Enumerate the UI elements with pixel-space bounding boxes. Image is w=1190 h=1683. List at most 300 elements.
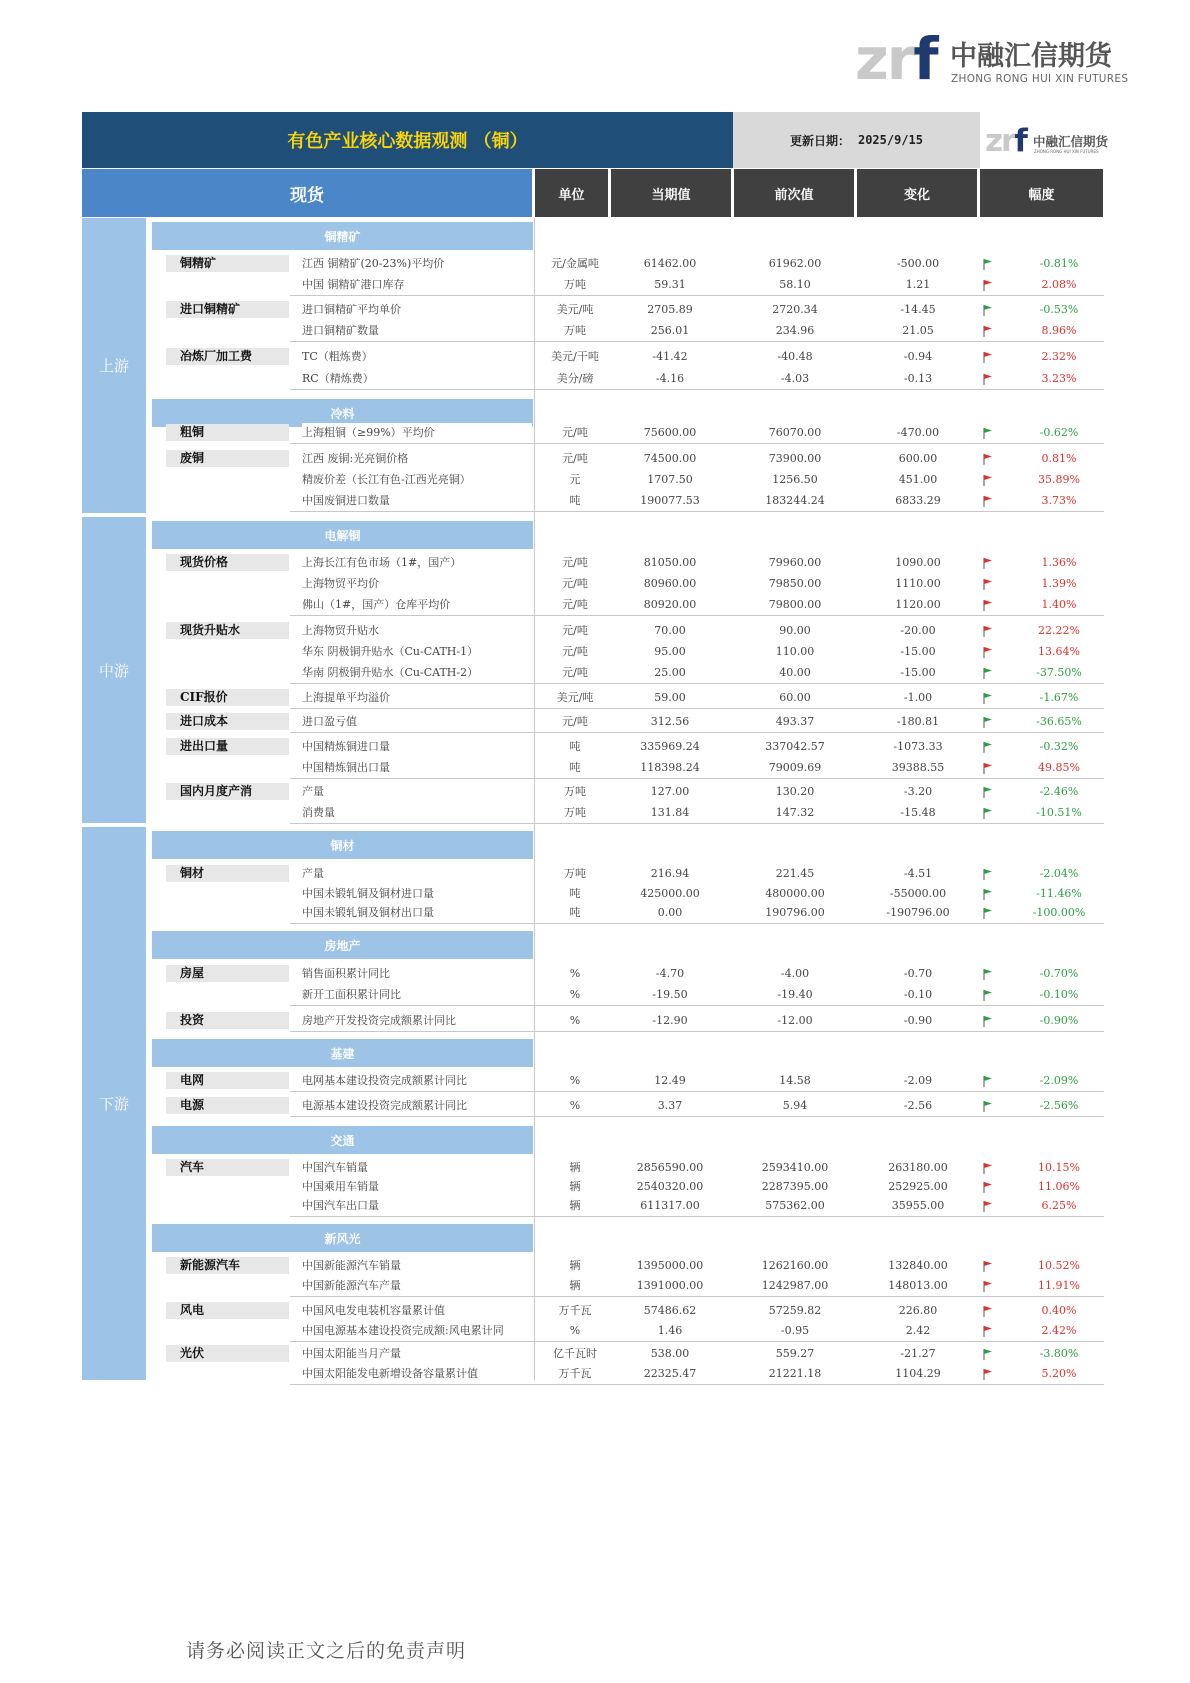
current-value: 57486.62	[643, 1304, 697, 1317]
brand-mark: zrf	[855, 25, 937, 93]
indicator-name: 华南 阴极铜升贴水（Cu-CATH-2）	[302, 663, 532, 683]
unit-value: 辆	[569, 1279, 581, 1292]
pct-value: -0.90%	[1039, 1014, 1079, 1027]
row-divider	[290, 1116, 1104, 1117]
category-label: 投资	[166, 1012, 289, 1029]
change-value: -2.09	[903, 1074, 933, 1087]
pct-value: 1.36%	[1041, 556, 1077, 569]
pct-value: 0.40%	[1041, 1304, 1077, 1317]
row-divider	[290, 443, 1104, 444]
current-value: 81050.00	[643, 556, 697, 569]
disclaimer-note: 请务必阅读正文之后的免责声明	[186, 1640, 467, 1662]
flag-up-icon	[982, 1368, 994, 1380]
row-divider	[290, 1005, 1104, 1006]
unit-value: %	[569, 988, 581, 1001]
previous-value: 147.32	[775, 806, 815, 819]
indicator-name: 销售面积累计同比	[302, 964, 532, 984]
previous-value: 58.10	[779, 278, 811, 291]
table-row	[152, 553, 1104, 573]
unit-value: 元/吨	[562, 426, 588, 439]
change-value: 132840.00	[888, 1259, 948, 1272]
brand-name-cn-small: 中融汇信期货	[1033, 134, 1109, 149]
header-current: 当期值	[611, 169, 731, 217]
row-divider	[290, 683, 1104, 684]
indicator-name: 中国 铜精矿港口库存	[302, 275, 532, 295]
indicator-name: 产量	[302, 782, 532, 802]
change-value: -500.00	[896, 257, 940, 270]
row-divider	[290, 389, 1104, 390]
category-label: 房屋	[166, 965, 289, 982]
indicator-name: 江西 铜精矿(20-23%)平均价	[302, 254, 532, 274]
header-pct: 幅度	[980, 169, 1103, 217]
previous-value: 493.37	[775, 715, 815, 728]
category-label: 粗铜	[166, 424, 289, 441]
category-label: CIF报价	[166, 689, 289, 706]
title-logo	[980, 112, 1109, 168]
previous-value: 575362.00	[765, 1199, 825, 1212]
table-row	[152, 423, 1104, 443]
table-row	[152, 884, 1104, 904]
current-value: 118398.24	[640, 761, 700, 774]
current-value: 25.00	[654, 666, 686, 679]
previous-value: -12.00	[777, 1014, 813, 1027]
indicator-name: 中国废铜进口数量	[302, 491, 532, 511]
stage-label: 下游	[82, 827, 146, 1380]
flag-down-icon	[982, 907, 994, 919]
change-value: 21.05	[902, 324, 934, 337]
category-label: 冶炼厂加工费	[166, 348, 289, 365]
previous-value: 1262160.00	[761, 1259, 829, 1272]
change-value: -0.13	[903, 372, 933, 385]
indicator-name: 中国未锻轧铜及铜材进口量	[302, 884, 532, 904]
table-row	[152, 1276, 1104, 1296]
pct-value: 6.25%	[1041, 1199, 1077, 1212]
unit-value: %	[569, 1324, 581, 1337]
category-label: 现货升贴水	[166, 622, 289, 639]
current-value: 335969.24	[640, 740, 700, 753]
table-row	[152, 621, 1104, 641]
current-value: 0.00	[657, 906, 683, 919]
unit-value: 万吨	[564, 806, 586, 819]
table-row	[152, 1011, 1104, 1031]
previous-value: 21221.18	[768, 1367, 822, 1380]
brand-logo	[855, 25, 1129, 93]
category-label: 光伏	[166, 1345, 289, 1362]
unit-value: 美元/干吨	[551, 350, 599, 363]
change-value: 226.80	[898, 1304, 938, 1317]
previous-value: 110.00	[775, 645, 815, 658]
pct-value: 2.32%	[1041, 350, 1077, 363]
indicator-name: 华东 阴极铜升贴水（Cu-CATH-1）	[302, 642, 532, 662]
pct-value: -3.80%	[1039, 1347, 1079, 1360]
flag-up-icon	[982, 625, 994, 637]
row-divider	[290, 615, 1104, 616]
change-value: -4.51	[903, 867, 933, 880]
pct-value: -10.51%	[1036, 806, 1082, 819]
pct-value: 1.40%	[1041, 598, 1077, 611]
pct-value: 11.06%	[1038, 1180, 1080, 1193]
pct-value: -1.67%	[1039, 691, 1079, 704]
current-value: 3.37	[657, 1099, 683, 1112]
previous-value: 190796.00	[765, 906, 825, 919]
section-header: 铜精矿	[152, 222, 533, 250]
category-label: 国内月度产消	[166, 783, 289, 800]
row-divider	[290, 708, 1104, 709]
header-unit: 单位	[535, 169, 608, 217]
change-value: 6833.29	[895, 494, 941, 507]
category-label: 进口成本	[166, 713, 289, 730]
table-row	[152, 574, 1104, 594]
pct-value: -0.10%	[1039, 988, 1079, 1001]
update-date-value: 2025/9/15	[857, 133, 924, 147]
indicator-name: 中国太阳能当月产量	[302, 1344, 532, 1364]
pct-value: 3.73%	[1041, 494, 1077, 507]
indicator-name: 上海物贸平均价	[302, 574, 532, 594]
previous-value: 2593410.00	[761, 1161, 829, 1174]
flag-up-icon	[982, 495, 994, 507]
current-value: 1.46	[657, 1324, 683, 1337]
change-value: -14.45	[900, 303, 936, 316]
previous-value: 183244.24	[765, 494, 825, 507]
table-row	[152, 903, 1104, 923]
previous-value: 1256.50	[772, 473, 818, 486]
change-value: 451.00	[898, 473, 938, 486]
row-divider	[290, 823, 1104, 824]
change-value: -190796.00	[886, 906, 950, 919]
update-date-label: 更新日期：	[789, 133, 850, 148]
flag-up-icon	[982, 1280, 994, 1292]
section-header: 房地产	[152, 931, 533, 959]
pct-value: 8.96%	[1041, 324, 1077, 337]
flag-down-icon	[982, 807, 994, 819]
indicator-name: 中国精炼铜进口量	[302, 737, 532, 757]
current-value: 538.00	[650, 1347, 690, 1360]
previous-value: 79009.69	[768, 761, 822, 774]
brand-logo-small: zrf 中融汇信期货 ZHONG RONG HUI XIN FUTURES	[985, 123, 1109, 159]
category-label: 电网	[166, 1072, 289, 1089]
brand-name-en: ZHONG RONG HUI XIN FUTURES	[951, 73, 1129, 85]
change-value: -15.48	[900, 806, 936, 819]
header-spot: 现货	[82, 169, 532, 217]
previous-value: 61962.00	[768, 257, 822, 270]
flag-up-icon	[982, 646, 994, 658]
column-divider	[534, 218, 535, 1380]
brand-name-en-small: ZHONG RONG HUI XIN FUTURES	[1034, 149, 1099, 154]
indicator-name: 中国汽车销量	[302, 1158, 532, 1178]
change-value: -15.00	[900, 666, 936, 679]
flag-up-icon	[982, 453, 994, 465]
pct-value: 10.52%	[1038, 1259, 1080, 1272]
table-row	[152, 300, 1104, 320]
current-value: 75600.00	[643, 426, 697, 439]
category-label: 进口铜精矿	[166, 301, 289, 318]
category-label: 铜精矿	[166, 255, 289, 272]
pct-value: -2.56%	[1039, 1099, 1079, 1112]
current-value: 2856590.00	[636, 1161, 704, 1174]
unit-value: 吨	[569, 494, 581, 507]
pct-value: 1.39%	[1041, 577, 1077, 590]
unit-value: 美元/吨	[556, 691, 594, 704]
current-value: 312.56	[650, 715, 690, 728]
unit-value: 辆	[569, 1259, 581, 1272]
change-value: -470.00	[896, 426, 940, 439]
current-value: 611317.00	[640, 1199, 700, 1212]
indicator-name: 中国太阳能发电新增设备容量累计值	[302, 1364, 532, 1384]
row-divider	[290, 1296, 1104, 1297]
change-value: 1.21	[905, 278, 931, 291]
unit-value: 元/吨	[562, 556, 588, 569]
indicator-name: 精废价差（长江有色-江西光亮铜）	[302, 470, 532, 490]
unit-value: %	[569, 1014, 581, 1027]
change-value: 148013.00	[888, 1279, 948, 1292]
current-value: 256.01	[650, 324, 690, 337]
previous-value: 337042.57	[765, 740, 825, 753]
row-divider	[290, 511, 1104, 512]
indicator-name: 进口盈亏值	[302, 712, 532, 732]
table-row	[152, 964, 1104, 984]
unit-value: 元/吨	[562, 624, 588, 637]
change-value: 35955.00	[891, 1199, 945, 1212]
flag-down-icon	[982, 1075, 994, 1087]
change-value: -0.70	[903, 967, 933, 980]
unit-value: 元/吨	[562, 666, 588, 679]
row-divider	[290, 341, 1104, 342]
unit-value: 元/吨	[562, 645, 588, 658]
table-row	[152, 449, 1104, 469]
pct-value: -100.00%	[1032, 906, 1086, 919]
indicator-name: 新开工面积累计同比	[302, 985, 532, 1005]
unit-value: %	[569, 1074, 581, 1087]
unit-value: 元/金属吨	[551, 257, 599, 270]
table-row	[152, 663, 1104, 683]
table-row	[152, 595, 1104, 615]
pct-value: 0.81%	[1041, 452, 1077, 465]
flag-down-icon	[982, 304, 994, 316]
current-value: 2705.89	[647, 303, 693, 316]
indicator-name: 中国乘用车销量	[302, 1177, 532, 1197]
table-row	[152, 491, 1104, 511]
indicator-name: 中国风电发电装机容量累计值	[302, 1301, 532, 1321]
stage-label: 中游	[82, 517, 146, 823]
flag-down-icon	[982, 989, 994, 1001]
pct-value: -11.46%	[1036, 887, 1082, 900]
change-value: 263180.00	[888, 1161, 948, 1174]
current-value: 1391000.00	[636, 1279, 704, 1292]
current-value: 127.00	[650, 785, 690, 798]
unit-value: 元/吨	[562, 715, 588, 728]
category-label: 废铜	[166, 450, 289, 467]
flag-down-icon	[982, 716, 994, 728]
update-date	[733, 112, 980, 168]
indicator-name: 上海物贸升贴水	[302, 621, 532, 641]
current-value: -12.90	[652, 1014, 688, 1027]
flag-down-icon	[982, 1100, 994, 1112]
indicator-name: 中国精炼铜出口量	[302, 758, 532, 778]
change-value: 1090.00	[895, 556, 941, 569]
unit-value: 万千瓦	[558, 1367, 592, 1380]
indicator-name: 电网基本建设投资完成额累计同比	[302, 1071, 532, 1091]
change-value: 39388.55	[891, 761, 945, 774]
table-row	[152, 347, 1104, 367]
change-value: -0.90	[903, 1014, 933, 1027]
current-value: 59.31	[654, 278, 686, 291]
unit-value: 吨	[569, 906, 581, 919]
current-value: 1395000.00	[636, 1259, 704, 1272]
current-value: 425000.00	[640, 887, 700, 900]
previous-value: 234.96	[775, 324, 815, 337]
current-value: 95.00	[654, 645, 686, 658]
table-row	[152, 254, 1104, 274]
unit-value: 亿千瓦时	[553, 1347, 597, 1360]
unit-value: 万吨	[564, 785, 586, 798]
pct-value: -2.09%	[1039, 1074, 1079, 1087]
pct-value: 35.89%	[1038, 473, 1080, 486]
flag-down-icon	[982, 427, 994, 439]
section-header: 基建	[152, 1039, 533, 1067]
indicator-name: 中国未锻轧铜及铜材出口量	[302, 903, 532, 923]
flag-up-icon	[982, 373, 994, 385]
flag-down-icon	[982, 1348, 994, 1360]
unit-value: 吨	[569, 887, 581, 900]
category-label: 铜材	[166, 865, 289, 882]
flag-up-icon	[982, 1181, 994, 1193]
table-row	[152, 1071, 1104, 1091]
flag-up-icon	[982, 557, 994, 569]
header-previous: 前次值	[734, 169, 854, 217]
previous-value: 57259.82	[768, 1304, 822, 1317]
table-row	[152, 1321, 1104, 1341]
previous-value: 79850.00	[768, 577, 822, 590]
previous-value: 559.27	[775, 1347, 815, 1360]
previous-value: 40.00	[779, 666, 811, 679]
current-value: 74500.00	[643, 452, 697, 465]
change-value: -0.10	[903, 988, 933, 1001]
previous-value: -4.03	[780, 372, 810, 385]
unit-value: 美分/磅	[556, 372, 594, 385]
pct-value: -2.04%	[1039, 867, 1079, 880]
change-value: -180.81	[896, 715, 940, 728]
pct-value: 49.85%	[1038, 761, 1080, 774]
indicator-name: 消费量	[302, 803, 532, 823]
table-row	[152, 1177, 1104, 1197]
previous-value: 76070.00	[768, 426, 822, 439]
flag-down-icon	[982, 868, 994, 880]
table-row	[152, 275, 1104, 295]
row-divider	[290, 1341, 1104, 1342]
unit-value: 万吨	[564, 278, 586, 291]
section-header: 铜材	[152, 831, 533, 859]
unit-value: 万千瓦	[558, 1304, 592, 1317]
indicator-name: 上海长江有色市场（1#，国产）	[302, 553, 532, 573]
table-row	[152, 737, 1104, 757]
flag-down-icon	[982, 692, 994, 704]
category-label: 进出口量	[166, 738, 289, 755]
table-row	[152, 321, 1104, 341]
previous-value: 130.20	[775, 785, 815, 798]
category-label: 现货价格	[166, 554, 289, 571]
current-value: -41.42	[652, 350, 688, 363]
table-row	[152, 864, 1104, 884]
pct-value: 10.15%	[1038, 1161, 1080, 1174]
unit-value: 辆	[569, 1161, 581, 1174]
current-value: 190077.53	[640, 494, 700, 507]
change-value: -55000.00	[889, 887, 947, 900]
flag-up-icon	[982, 762, 994, 774]
change-value: 600.00	[898, 452, 938, 465]
table-row	[152, 1256, 1104, 1276]
current-value: -19.50	[652, 988, 688, 1001]
pct-value: 2.08%	[1041, 278, 1077, 291]
row-divider	[290, 295, 1104, 296]
indicator-name: 房地产开发投资完成额累计同比	[302, 1011, 532, 1031]
flag-up-icon	[982, 1325, 994, 1337]
flag-up-icon	[982, 279, 994, 291]
row-divider	[290, 1031, 1104, 1032]
indicator-name: 中国汽车出口量	[302, 1196, 532, 1216]
table-row	[152, 1344, 1104, 1364]
current-value: 12.49	[654, 1074, 686, 1087]
current-value: -4.70	[655, 967, 685, 980]
table-row	[152, 712, 1104, 732]
indicator-name: 中国电源基本建设投资完成额:风电累计同	[302, 1321, 532, 1341]
current-value: -4.16	[655, 372, 685, 385]
table-row	[152, 1196, 1104, 1216]
flag-down-icon	[982, 1015, 994, 1027]
category-label: 汽车	[166, 1159, 289, 1176]
change-value: -0.94	[903, 350, 933, 363]
change-value: 252925.00	[888, 1180, 948, 1193]
flag-up-icon	[982, 325, 994, 337]
change-value: -1.00	[903, 691, 933, 704]
table-row	[152, 688, 1104, 708]
previous-value: 79960.00	[768, 556, 822, 569]
indicator-name: 产量	[302, 864, 532, 884]
change-value: 2.42	[905, 1324, 931, 1337]
flag-up-icon	[982, 1162, 994, 1174]
category-label: 新能源汽车	[166, 1257, 289, 1274]
unit-value: %	[569, 967, 581, 980]
unit-value: 元	[569, 473, 581, 486]
pct-value: -37.50%	[1036, 666, 1082, 679]
section-header: 电解铜	[152, 521, 533, 549]
previous-value: 79800.00	[768, 598, 822, 611]
section-header: 冷料	[152, 399, 533, 427]
pct-value: 3.23%	[1041, 372, 1077, 385]
flag-up-icon	[982, 474, 994, 486]
previous-value: -40.48	[777, 350, 813, 363]
stage-label: 上游	[82, 218, 146, 513]
pct-value: -36.65%	[1036, 715, 1082, 728]
indicator-name: 上海粗铜（≥99%）平均价	[302, 423, 532, 443]
change-value: -20.00	[900, 624, 936, 637]
previous-value: 221.45	[775, 867, 815, 880]
flag-up-icon	[982, 351, 994, 363]
table-row	[152, 642, 1104, 662]
unit-value: %	[569, 1099, 581, 1112]
change-value: -1073.33	[893, 740, 943, 753]
unit-value: 万吨	[564, 867, 586, 880]
pct-value: -0.53%	[1039, 303, 1079, 316]
pct-value: -2.46%	[1039, 785, 1079, 798]
pct-value: -0.81%	[1039, 257, 1079, 270]
indicator-name: RC（精炼费）	[302, 369, 532, 389]
unit-value: 辆	[569, 1199, 581, 1212]
flag-up-icon	[982, 1260, 994, 1272]
flag-up-icon	[982, 599, 994, 611]
current-value: 131.84	[650, 806, 690, 819]
flag-down-icon	[982, 888, 994, 900]
section-header: 新风光	[152, 1224, 533, 1252]
